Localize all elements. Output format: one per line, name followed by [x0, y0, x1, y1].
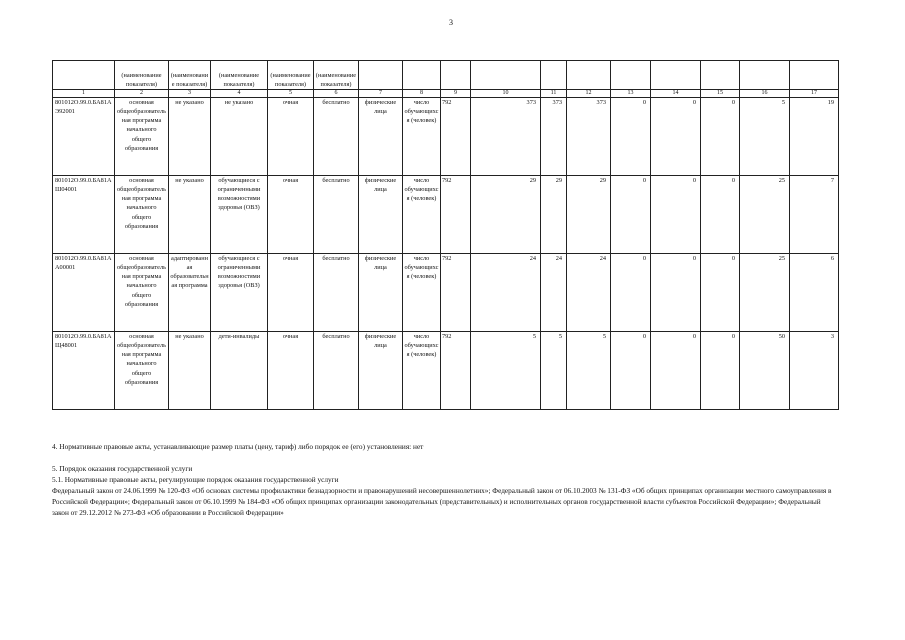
program-cell: основная общеобразовательная программа начального общего образования — [115, 332, 169, 410]
value-cell: 0 — [651, 254, 701, 332]
header-cell — [740, 61, 790, 90]
column-number-cell: 14 — [651, 90, 701, 98]
column-number-cell: 12 — [567, 90, 611, 98]
category-cell: обучающиеся с ограниченными возможностями здоровья (ОВЗ) — [211, 176, 268, 254]
column-number-cell: 3 — [169, 90, 211, 98]
value-cell: 5 — [567, 332, 611, 410]
header-cell: (наименование показателя) — [268, 61, 314, 90]
header-cell — [53, 61, 115, 90]
header-cell — [541, 61, 567, 90]
column-number-cell: 7 — [359, 90, 403, 98]
category-cell: не указано — [169, 332, 211, 410]
header-cell — [359, 61, 403, 90]
value-cell: 7 — [790, 176, 839, 254]
registry-code-cell: 801012О.99.0.БА81АЭ92001 — [53, 98, 115, 176]
value-cell: 373 — [541, 98, 567, 176]
form-cell: очная — [268, 98, 314, 176]
page-number: 3 — [449, 18, 453, 27]
payment-cell: бесплатно — [314, 98, 359, 176]
consumer-cell: физические лица — [359, 332, 403, 410]
column-number-row — [53, 90, 839, 98]
category-cell: обучающиеся с ограниченными возможностями здоровья (ОВЗ) — [211, 254, 268, 332]
header-cell: (наименование показателя) — [314, 61, 359, 90]
payment-cell: бесплатно — [314, 332, 359, 410]
column-number-cell: 4 — [211, 90, 268, 98]
value-cell: 373 — [567, 98, 611, 176]
column-number-cell: 13 — [611, 90, 651, 98]
section-5 — [52, 463, 838, 518]
indicator-cell: число обучающихся (человек) — [403, 254, 441, 332]
value-cell: 0 — [651, 98, 701, 176]
column-number-cell: 16 — [740, 90, 790, 98]
section-5-title: 5. Порядок оказания государственной услуги — [52, 464, 193, 473]
category-cell: дети-инвалиды — [211, 332, 268, 410]
service-volume-table — [52, 60, 839, 410]
section-5-1-text: Федеральный закон от 24.06.1999 № 120-ФЗ «Об основах системы профилактики безнадзорности и правонарушений несовершеннолетних»; Федеральный закон от 06.10.2003 № 131-ФЗ «Об общих принципах организации местного самоуправления в Российской Федерации»; Федеральный закон от 06.10.1999 № 184-ФЗ «Об общих принципах организации законодательных (представительных) и исполнительных органов государственной власти субъектов Российской Федерации»; Федеральный закон от 29.12.2012 № 273-ФЗ «Об образовании в Российской Федерации» — [52, 486, 832, 517]
value-cell: 0 — [701, 332, 740, 410]
program-cell: основная общеобразовательная программа начального общего образования — [115, 98, 169, 176]
category-cell: адаптированная образовательная программа — [169, 254, 211, 332]
value-cell: 29 — [541, 176, 567, 254]
value-cell: 50 — [740, 332, 790, 410]
section-4 — [52, 441, 838, 452]
column-number-cell: 5 — [268, 90, 314, 98]
value-cell: 24 — [541, 254, 567, 332]
table-row — [53, 254, 839, 332]
value-cell: 0 — [611, 332, 651, 410]
category-cell: не указано — [211, 98, 268, 176]
unit-code-cell: 792 — [441, 254, 471, 332]
value-cell: 29 — [471, 176, 541, 254]
header-row — [53, 61, 839, 90]
registry-code-cell: 801012О.99.0.БА81АА00001 — [53, 254, 115, 332]
section-5-1-title: 5.1. Нормативные правовые акты, регулирующие порядок оказания государственной услуги — [52, 475, 339, 484]
value-cell: 25 — [740, 254, 790, 332]
value-cell: 5 — [541, 332, 567, 410]
section-4-text: 4. Нормативные правовые акты, устанавливающие размер платы (цену, тариф) либо порядок ее (его) установления: нет — [52, 442, 424, 451]
form-cell: очная — [268, 176, 314, 254]
value-cell: 0 — [611, 98, 651, 176]
value-cell: 0 — [611, 254, 651, 332]
table-row — [53, 176, 839, 254]
value-cell: 0 — [651, 176, 701, 254]
category-cell: не указано — [169, 98, 211, 176]
consumer-cell: физические лица — [359, 254, 403, 332]
value-cell: 0 — [701, 98, 740, 176]
value-cell: 24 — [567, 254, 611, 332]
column-number-cell: 17 — [790, 90, 839, 98]
column-number-cell: 15 — [701, 90, 740, 98]
table-row — [53, 98, 839, 176]
indicator-cell: число обучающихся (человек) — [403, 332, 441, 410]
header-cell — [403, 61, 441, 90]
header-cell — [471, 61, 541, 90]
header-cell — [651, 61, 701, 90]
value-cell: 19 — [790, 98, 839, 176]
consumer-cell: физические лица — [359, 176, 403, 254]
header-cell — [790, 61, 839, 90]
header-cell — [611, 61, 651, 90]
registry-code-cell: 801012О.99.0.БА81АЩ48001 — [53, 332, 115, 410]
value-cell: 3 — [790, 332, 839, 410]
column-number-cell: 2 — [115, 90, 169, 98]
value-cell: 0 — [701, 254, 740, 332]
consumer-cell: физические лица — [359, 98, 403, 176]
unit-code-cell: 792 — [441, 332, 471, 410]
column-number-cell: 6 — [314, 90, 359, 98]
column-number-cell: 1 — [53, 90, 115, 98]
header-cell — [567, 61, 611, 90]
header-cell: (наименование показателя) — [211, 61, 268, 90]
value-cell: 0 — [611, 176, 651, 254]
category-cell: не указано — [169, 176, 211, 254]
program-cell: основная общеобразовательная программа начального общего образования — [115, 176, 169, 254]
value-cell: 6 — [790, 254, 839, 332]
indicator-cell: число обучающихся (человек) — [403, 98, 441, 176]
indicator-cell: число обучающихся (человек) — [403, 176, 441, 254]
value-cell: 5 — [740, 98, 790, 176]
column-number-cell: 10 — [471, 90, 541, 98]
column-number-cell: 11 — [541, 90, 567, 98]
value-cell: 5 — [471, 332, 541, 410]
value-cell: 29 — [567, 176, 611, 254]
form-cell: очная — [268, 332, 314, 410]
header-cell — [441, 61, 471, 90]
payment-cell: бесплатно — [314, 176, 359, 254]
table-row — [53, 332, 839, 410]
column-number-cell: 9 — [441, 90, 471, 98]
value-cell: 25 — [740, 176, 790, 254]
form-cell: очная — [268, 254, 314, 332]
value-cell: 0 — [651, 332, 701, 410]
unit-code-cell: 792 — [441, 176, 471, 254]
header-cell: (наименование показателя) — [115, 61, 169, 90]
payment-cell: бесплатно — [314, 254, 359, 332]
header-cell — [701, 61, 740, 90]
program-cell: основная общеобразовательная программа начального общего образования — [115, 254, 169, 332]
value-cell: 24 — [471, 254, 541, 332]
unit-code-cell: 792 — [441, 98, 471, 176]
value-cell: 373 — [471, 98, 541, 176]
value-cell: 0 — [701, 176, 740, 254]
header-cell: (наименование показателя) — [169, 61, 211, 90]
column-number-cell: 8 — [403, 90, 441, 98]
registry-code-cell: 801012О.99.0.БА81АШ04001 — [53, 176, 115, 254]
